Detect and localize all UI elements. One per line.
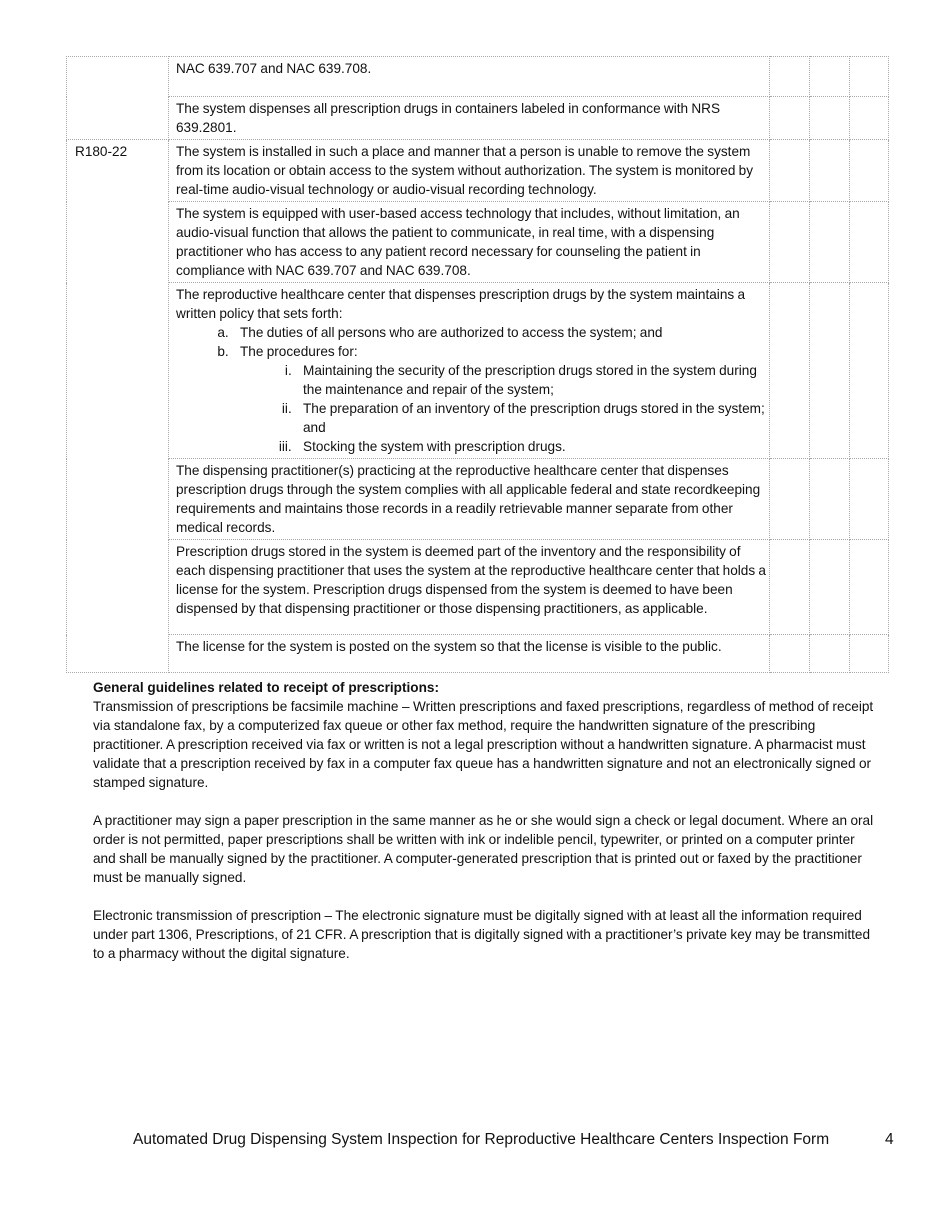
check-cell-na[interactable] [850, 202, 889, 283]
procedure-item-i: i. Maintaining the security of the prescription drugs stored in the system during the maintenance and repair of the system; [295, 361, 766, 399]
guidelines-paragraph-paper: A practitioner may sign a paper prescription in the same manner as he or she would sign a check or legal document. Where an oral order is not permitted, paper prescriptions shall be written with ink or indelible pencil, typewriter, or printed on a computer printer and shall be manually signed by the practitioner. A computer-generated prescription that is printed out or faxed by the practitioner must be manually signed. [93, 813, 874, 885]
table-row [67, 140, 889, 202]
procedure-item-iii: iii. Stocking the system with prescription drugs. [295, 437, 766, 456]
check-cell-yes[interactable] [770, 635, 810, 673]
inspection-table [66, 56, 889, 673]
check-cell-yes[interactable] [770, 202, 810, 283]
check-cell-no[interactable] [810, 202, 850, 283]
check-cell-no[interactable] [810, 97, 850, 140]
check-cell-no[interactable] [810, 57, 850, 97]
check-cell-yes[interactable] [770, 540, 810, 635]
check-cell-no[interactable] [810, 635, 850, 673]
check-cell-yes[interactable] [770, 97, 810, 140]
footer-title: Automated Drug Dispensing System Inspection for Reproductive Healthcare Centers Inspection Form [133, 1131, 830, 1148]
guidelines-heading: General guidelines related to receipt of prescriptions: [93, 680, 439, 695]
check-cell-na[interactable] [850, 540, 889, 635]
policy-list [176, 323, 766, 456]
guidelines-paragraph-fax: Transmission of prescriptions be facsimile machine – Written prescriptions and faxed prescriptions, regardless of method of receipt via standalone fax, by a computerized fax queue or other fax method, require the handwritten signature of the prescribing practitioner. A prescription received via fax or written is not a legal prescription without a handwritten signature. A pharmacist must validate that a prescription received by fax in a computer fax queue has a handwritten signature and not an electronically signed or stamped signature. [93, 699, 874, 790]
check-cell-yes[interactable] [770, 459, 810, 540]
page-number: 4 [885, 1131, 894, 1148]
check-cell-no[interactable] [810, 459, 850, 540]
policy-item-b-label: The procedures for: [240, 344, 358, 359]
requirement-cell: The dispensing practitioner(s) practicing at the reproductive healthcare center that dispenses prescription drugs through the system complies with all applicable federal and state recordkeeping requirements and maintains those records in a readily retrievable manner separate from other medical records. [169, 459, 770, 540]
requirement-cell: The license for the system is posted on the system so that the license is visible to the public. [169, 635, 770, 673]
check-cell-no[interactable] [810, 540, 850, 635]
check-cell-yes[interactable] [770, 283, 810, 459]
check-cell-na[interactable] [850, 140, 889, 202]
table-row [67, 97, 889, 140]
guidelines-section [93, 678, 875, 982]
check-cell-na[interactable] [850, 97, 889, 140]
requirement-cell [169, 283, 770, 459]
check-cell-yes[interactable] [770, 140, 810, 202]
table-row [67, 540, 889, 635]
requirement-cell: The system dispenses all prescription drugs in containers labeled in conformance with NRS 639.2801. [169, 97, 770, 140]
requirement-cell: NAC 639.707 and NAC 639.708. [169, 57, 770, 97]
policy-item-b [232, 342, 766, 456]
check-cell-no[interactable] [810, 140, 850, 202]
regulation-code-cell: R180-22 [67, 140, 169, 673]
table-row [67, 459, 889, 540]
table-row [67, 283, 889, 459]
check-cell-na[interactable] [850, 459, 889, 540]
procedures-list [240, 361, 766, 456]
requirement-cell: The system is installed in such a place and manner that a person is unable to remove the system from its location or obtain access to the system without authorization. The system is monitored by real-time audio-visual technology or audio-visual recording technology. [169, 140, 770, 202]
policy-item-a: a. The duties of all persons who are authorized to access the system; and [232, 323, 766, 342]
procedure-item-ii: ii. The preparation of an inventory of the prescription drugs stored in the system; and [295, 399, 766, 437]
check-cell-yes[interactable] [770, 57, 810, 97]
guidelines-paragraph-electronic: Electronic transmission of prescription – The electronic signature must be digitally signed with at least all the information required under part 1306, Prescriptions, of 21 CFR. A prescription that is digitally signed with a practitioner’s private key may be transmitted to a pharmacy without the digital signature. [93, 908, 871, 961]
table-row [67, 635, 889, 673]
check-cell-na[interactable] [850, 635, 889, 673]
check-cell-na[interactable] [850, 57, 889, 97]
table-row [67, 202, 889, 283]
requirement-cell: The system is equipped with user-based access technology that includes, without limitation, an audio-visual function that allows the patient to communicate, in real time, with a dispensing practitioner who has access to any patient record necessary for counseling the patient in compliance with NAC 639.707 and NAC 639.708. [169, 202, 770, 283]
policy-intro: The reproductive healthcare center that dispenses prescription drugs by the system maintains a written policy that sets forth: [176, 287, 746, 321]
requirement-cell: Prescription drugs stored in the system is deemed part of the inventory and the responsibility of each dispensing practitioner that uses the system at the reproductive healthcare center that holds a license for the system. Prescription drugs dispensed from the system is deemed to have been dispensed by that dispensing practitioner or those dispensing practitioners, as applicable. [169, 540, 770, 635]
check-cell-no[interactable] [810, 283, 850, 459]
table-row [67, 57, 889, 97]
check-cell-na[interactable] [850, 283, 889, 459]
regulation-code-cell [67, 57, 169, 140]
